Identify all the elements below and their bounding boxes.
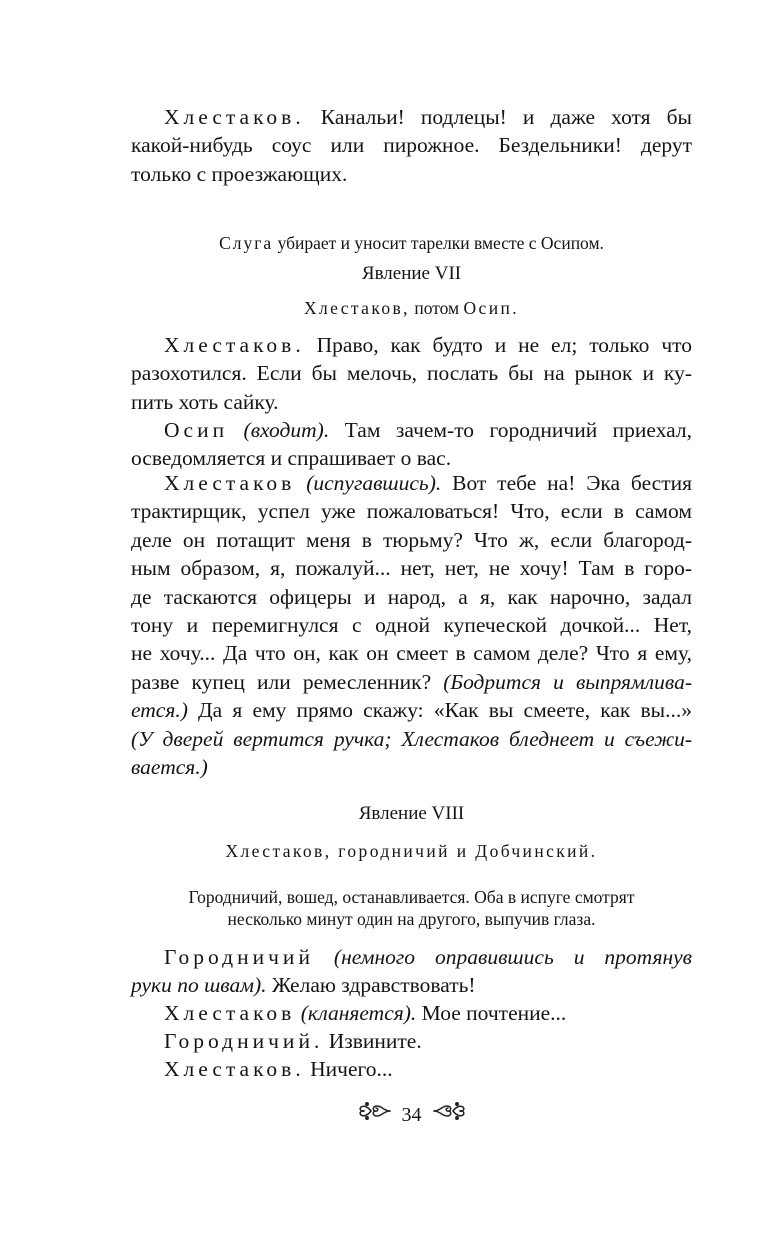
stage-direction-inline: (кланяется).: [295, 1001, 417, 1025]
line: только с проезжающих.: [131, 161, 348, 186]
stage-line: Городничий, вошед, останавливается. Оба в испуге смотрят: [188, 887, 635, 907]
stage-line: несколько минут один на другого, выпучив глаза.: [227, 909, 596, 929]
paragraph-khlestakov-bows: [131, 999, 692, 1027]
cast-connector: потом: [409, 298, 464, 318]
line: [131, 696, 692, 724]
speaker-name: Хлестаков.: [164, 1057, 305, 1081]
line: [131, 331, 692, 359]
paragraph-khlestakov-nothing: [131, 1055, 692, 1083]
line: разохотился. Если бы мелочь, послать бы на рынок и ку-: [131, 361, 692, 386]
line: пить хоть сайку.: [131, 389, 279, 414]
scene-title: Явление VIII: [358, 803, 465, 824]
line: осведомляется и спрашивает о вас.: [131, 446, 452, 471]
line: [131, 416, 692, 444]
scene-title: Явление VII: [361, 263, 462, 284]
paragraph-khlestakov-scoundrels: [131, 103, 692, 188]
cast-names: Хлестаков, городничий и Добчинский.: [225, 841, 598, 861]
speech-text: Вот тебе на! Эка бестия: [441, 471, 692, 495]
line: [131, 103, 692, 131]
speech-text: Там зачем-то городничий приехал,: [329, 418, 692, 442]
stage-direction-inline: (немного оправившись и протянув: [313, 945, 692, 969]
line: [131, 668, 692, 696]
line: де таскаются офицеры и народ, а я, как нарочно, задал: [131, 584, 692, 609]
speaker-name: Слуга: [219, 233, 274, 253]
page-footer: [131, 1100, 692, 1129]
speaker-name: Городничий.: [164, 1029, 324, 1053]
speech-text: Желаю здравствовать!: [266, 973, 476, 998]
cast-name: Хлестаков,: [303, 298, 410, 318]
speech-text: разве купец или ремесленник?: [131, 669, 444, 694]
stage-direction-inline: ется.): [131, 698, 188, 723]
paragraph-gorodnichy-greets: [131, 943, 692, 1000]
scene-cast: [131, 297, 692, 319]
line: [131, 1055, 692, 1083]
stage-direction: [131, 886, 692, 930]
speech-text: Мое почтение...: [416, 1001, 567, 1025]
cast-name: Осип.: [463, 298, 520, 318]
speaker-name: Городничий: [164, 945, 314, 969]
line: трактирщик, успел уже пожаловаться! Что, если в самом: [131, 499, 692, 524]
stage-direction: [131, 232, 692, 254]
line: деле он потащит меня в тюрьму? Что ж, если благород-: [131, 527, 692, 552]
line: (У дверей вертится ручка; Хлестаков бледнеет и съежи-: [131, 726, 692, 751]
line: ным образом, я, пожалуй... нет, нет, не хочу! Там в горо-: [131, 556, 692, 581]
ornament-left-icon: [358, 1100, 392, 1129]
speech-text: Канальи! подлецы! и даже хотя бы: [304, 105, 692, 129]
stage-text: убирает и уносит тарелки вместе с Осипом.: [273, 233, 604, 253]
line: [131, 469, 692, 497]
paragraph-khlestakov-hungry: [131, 331, 692, 416]
speech-text: Право, как будто и не ел; только что: [304, 333, 692, 357]
line: [131, 1027, 692, 1055]
speaker-name: Хлестаков.: [164, 333, 305, 357]
line: не хочу... Да что он, как он смеет в самом деле? Что я ему,: [131, 641, 692, 666]
line: [131, 971, 692, 999]
paragraph-gorodnichy-sorry: [131, 1027, 692, 1055]
line: [131, 999, 692, 1027]
stage-direction-inline: (испугавшись).: [295, 471, 442, 495]
speaker-name: Хлестаков.: [164, 105, 305, 129]
stage-direction-inline: руки по швам).: [131, 973, 267, 998]
line: вается.): [131, 755, 208, 780]
stage-direction-inline: (Бодрится и выпрямлива-: [443, 669, 692, 694]
speaker-name: Осип: [164, 418, 229, 442]
line: [131, 943, 692, 971]
scene-cast: [131, 840, 692, 862]
speaker-name: Хлестаков: [164, 471, 296, 495]
line: тону и перемигнулся с одной купеческой дочкой... Нет,: [131, 613, 692, 638]
speech-text: Да я ему прямо скажу: «Как вы смеете, как вы...»: [187, 698, 692, 723]
line: какой-нибудь соус или пирожное. Бездельники! дерут: [131, 133, 692, 158]
speech-text: Извините.: [323, 1029, 422, 1053]
page-number: 34: [401, 1103, 422, 1126]
paragraph-khlestakov-frightened: [131, 469, 692, 781]
speech-text: Ничего...: [304, 1057, 393, 1081]
stage-direction-inline: (входит).: [228, 418, 330, 442]
ornament-right-icon: [432, 1100, 466, 1129]
speaker-name: Хлестаков: [164, 1001, 296, 1025]
paragraph-osip-enters: [131, 416, 692, 473]
